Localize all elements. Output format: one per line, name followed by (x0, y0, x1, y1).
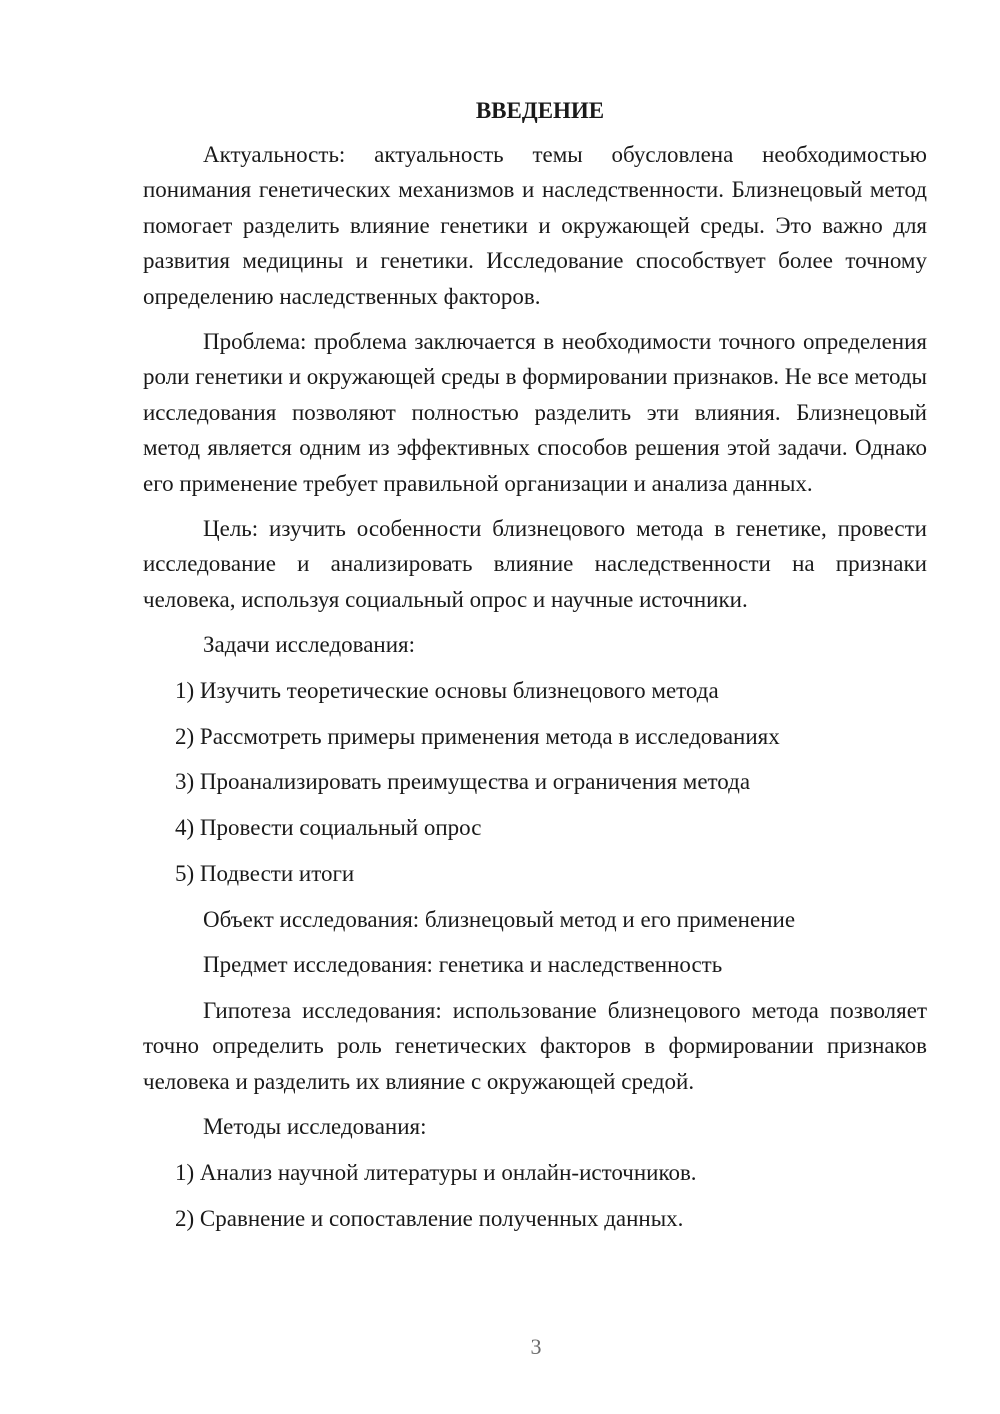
section-title: ВВЕДЕНИЕ (475, 98, 605, 123)
relevance-paragraph: Актуальность: актуальность темы обусловлена необходимостью понимания генетических механизмов и наследственности. Близнецовый метод помогает разделить влияние генетики и окружающей среды. Это важно для развития медицины и генетики. Исследование способствует более точному определению наследственных факторов. (143, 142, 927, 309)
subject-line: Предмет исследования: генетика и наследственность (203, 952, 723, 978)
problem-paragraph: Проблема: проблема заключается в необходимости точного определения роли генетики и окружающей среды в формировании признаков. Не все методы исследования позволяют полностью разделить эти влияния. Близнецовый метод является одним из эффективных способов решения этой задачи. Однако его применение требует правильной организации и анализа данных. (143, 329, 927, 496)
tasks-heading: Задачи исследования: (203, 632, 416, 658)
task-item: 2) Рассмотреть примеры применения метода в исследованиях (175, 723, 780, 749)
page-number: 3 (530, 1334, 542, 1359)
method-item: 2) Сравнение и сопоставление полученных данных. (175, 1205, 684, 1231)
goal-paragraph: Цель: изучить особенности близнецового метода в генетике, провести исследование и анализировать влияние наследственности на признаки человека, используя социальный опрос и научные источники. (143, 516, 927, 612)
task-item: 5) Подвести итоги (175, 860, 355, 886)
task-item: 4) Провести социальный опрос (175, 815, 482, 841)
page-content (143, 96, 927, 1246)
object-line: Объект исследования: близнецовый метод и его применение (203, 906, 796, 932)
task-item: 3) Проанализировать преимущества и ограничения метода (175, 769, 751, 795)
methods-heading: Методы исследования: (203, 1114, 427, 1140)
method-item: 1) Анализ научной литературы и онлайн-источников. (175, 1159, 697, 1185)
task-item: 1) Изучить теоретические основы близнецового метода (175, 677, 719, 703)
hypothesis-paragraph: Гипотеза исследования: использование близнецового метода позволяет точно определить роль генетических факторов в формировании признаков человека и разделить их влияние с окружающей средой. (143, 997, 927, 1094)
